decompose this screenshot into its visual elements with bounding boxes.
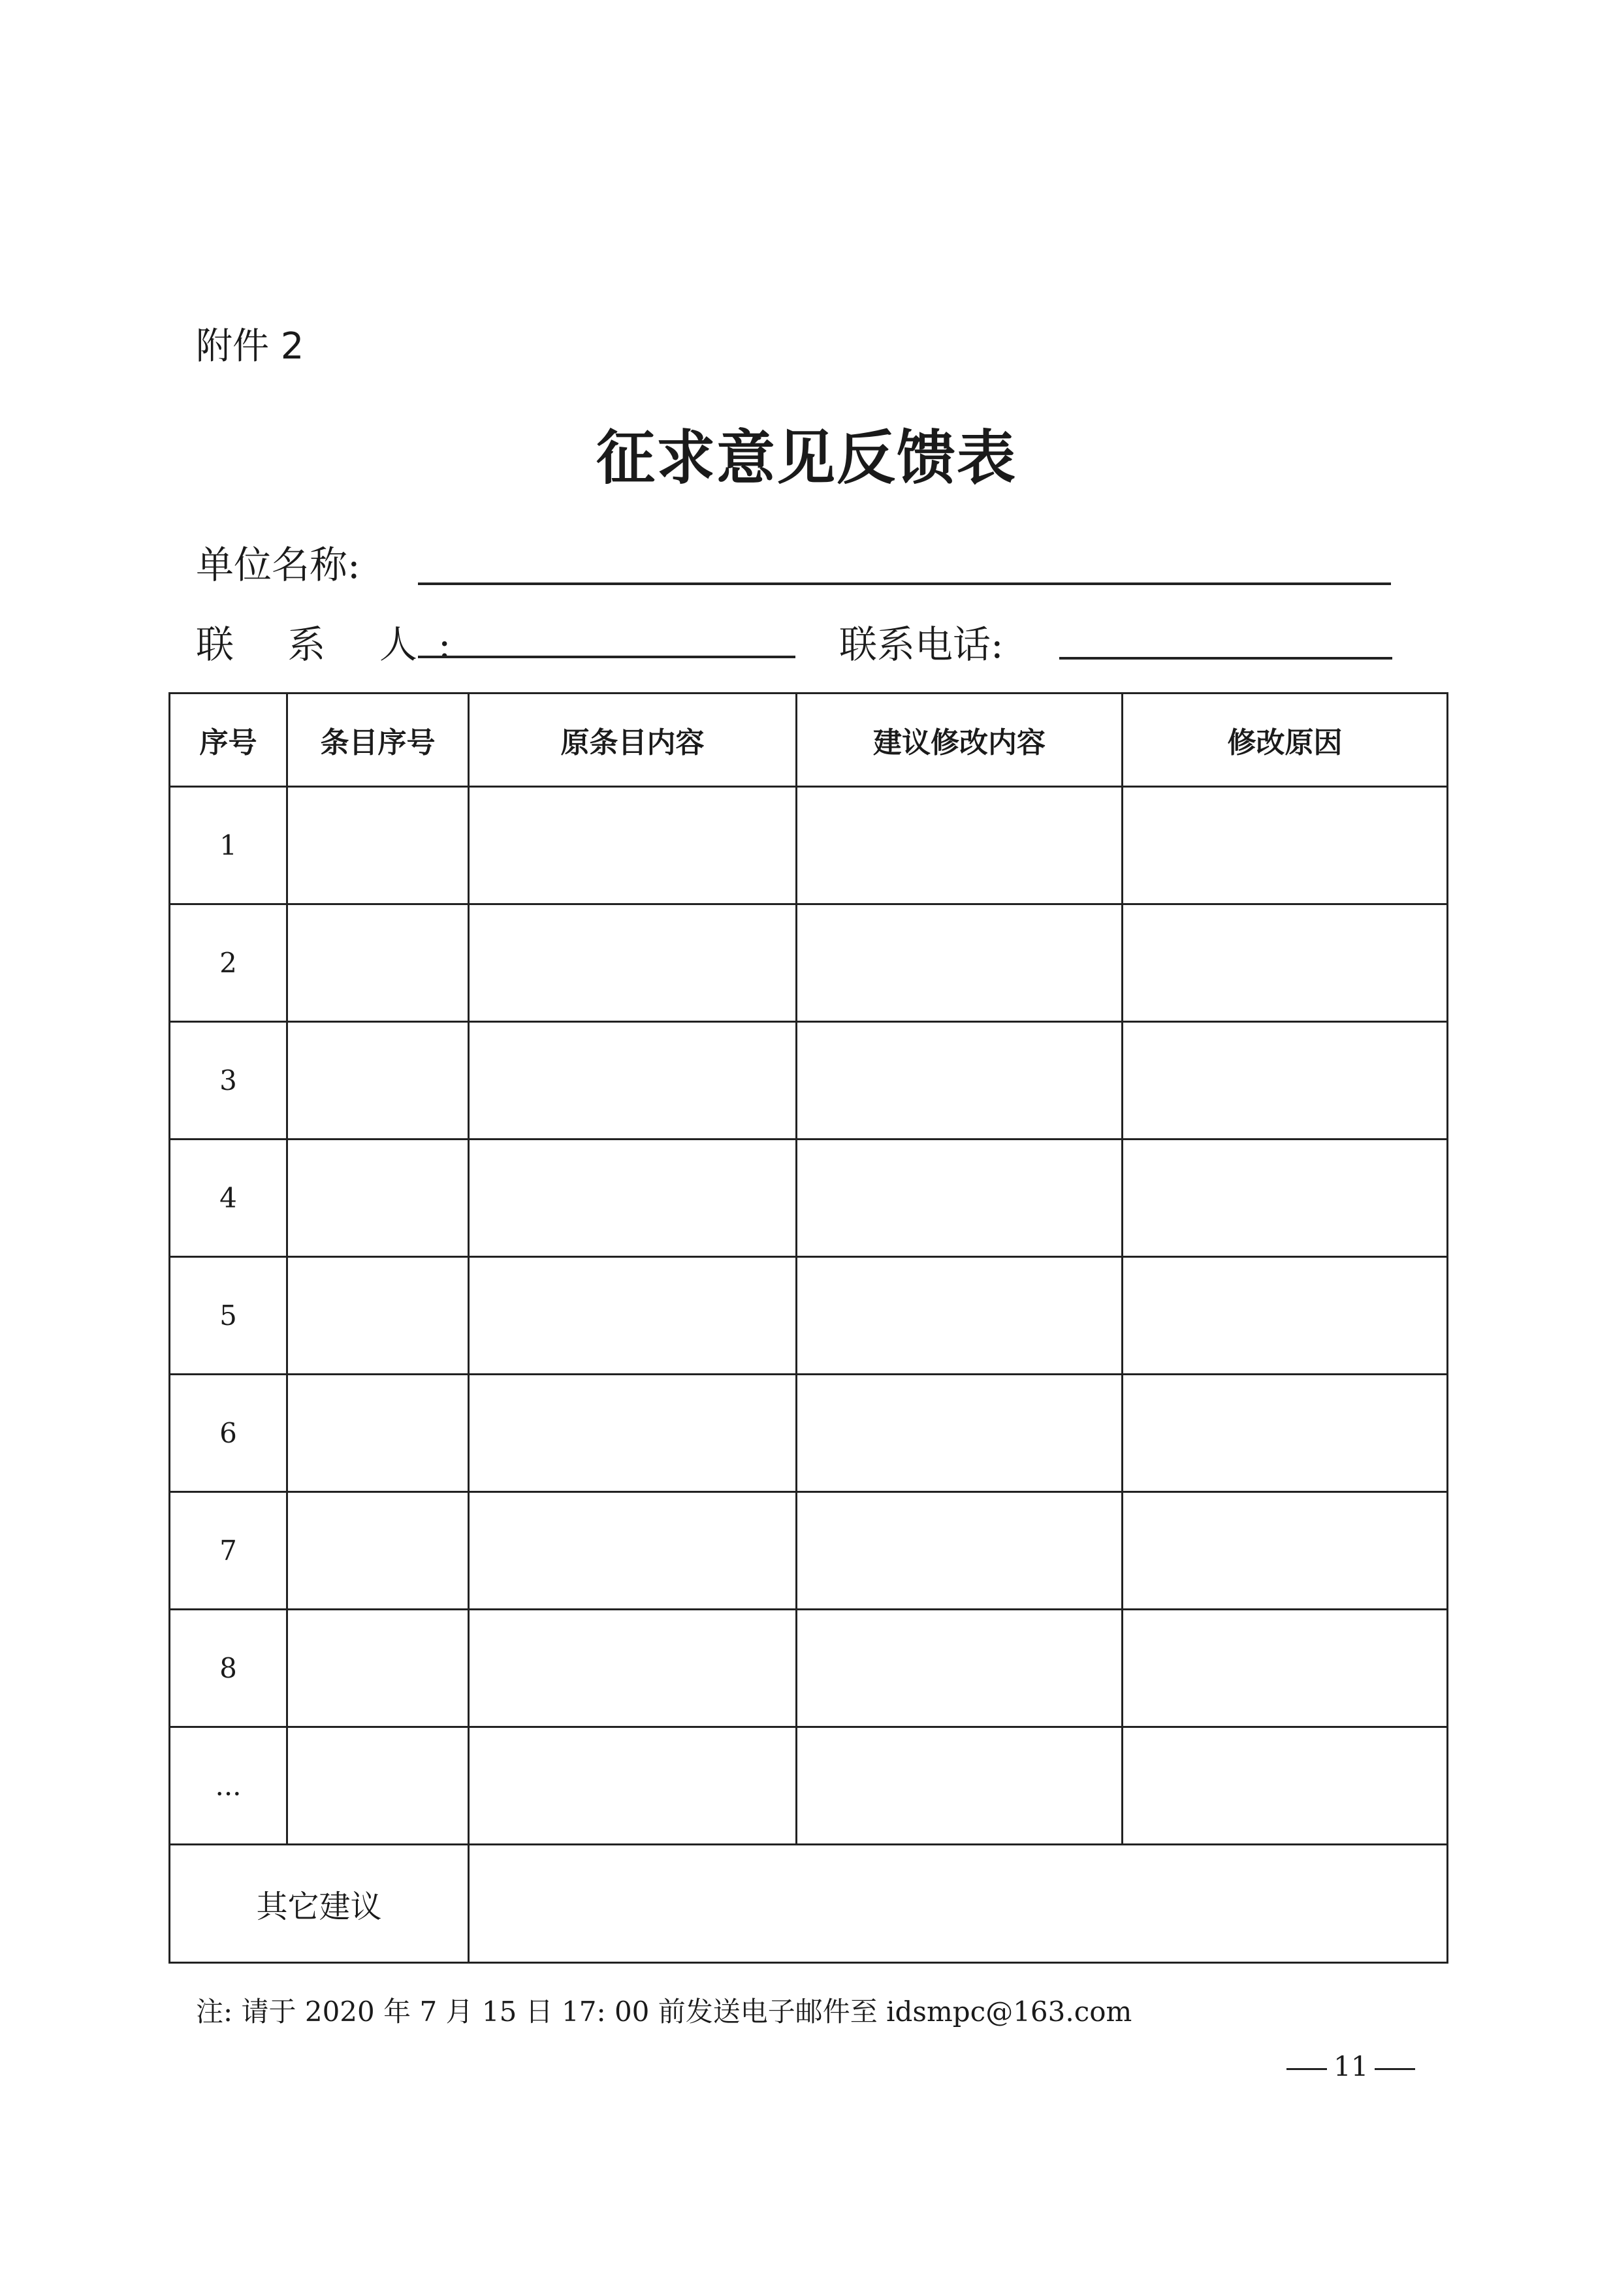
- submission-note: 注: 请于 2020 年 7 月 15 日 17: 00 前发送电子邮件至 idsmpc@163.com: [196, 1996, 1132, 2028]
- header-index: 序号: [170, 694, 287, 787]
- table-row: [170, 787, 1448, 904]
- reason-cell[interactable]: [1123, 1492, 1448, 1610]
- suggested-change-cell[interactable]: [797, 1727, 1123, 1845]
- row-number: 3: [170, 1022, 287, 1140]
- feedback-table: [168, 692, 1448, 1964]
- dash-left: [1286, 2068, 1327, 2070]
- item-number-cell[interactable]: [287, 787, 469, 904]
- suggested-change-cell[interactable]: [797, 1257, 1123, 1375]
- original-content-cell[interactable]: [469, 1727, 797, 1845]
- item-number-cell[interactable]: [287, 904, 469, 1022]
- table-row: [170, 1375, 1448, 1492]
- original-content-cell[interactable]: [469, 1022, 797, 1140]
- row-number: ...: [170, 1727, 287, 1845]
- original-content-cell[interactable]: [469, 1375, 797, 1492]
- original-content-cell[interactable]: [469, 1140, 797, 1257]
- contact-field[interactable]: [418, 656, 795, 658]
- row-number: 8: [170, 1610, 287, 1727]
- item-number-cell[interactable]: [287, 1257, 469, 1375]
- original-content-cell[interactable]: [469, 1257, 797, 1375]
- page-title: 征求意见反馈表: [596, 423, 1017, 492]
- reason-cell[interactable]: [1123, 1257, 1448, 1375]
- table-row: [170, 904, 1448, 1022]
- reason-cell[interactable]: [1123, 1140, 1448, 1257]
- page-number-value: 11: [1334, 2050, 1369, 2082]
- suggested-change-cell[interactable]: [797, 1492, 1123, 1610]
- reason-cell[interactable]: [1123, 1375, 1448, 1492]
- suggested-change-cell[interactable]: [797, 787, 1123, 904]
- header-reason: 修改原因: [1123, 694, 1448, 787]
- unit-name-label: 单位名称:: [196, 543, 360, 587]
- item-number-cell[interactable]: [287, 1610, 469, 1727]
- header-original-content: 原条目内容: [469, 694, 797, 787]
- other-suggestions-label: 其它建议: [170, 1845, 469, 1963]
- reason-cell[interactable]: [1123, 904, 1448, 1022]
- table-row: [170, 1022, 1448, 1140]
- row-number: 4: [170, 1140, 287, 1257]
- phone-field[interactable]: [1059, 657, 1392, 660]
- item-number-cell[interactable]: [287, 1022, 469, 1140]
- table-row: [170, 1492, 1448, 1610]
- suggested-change-cell[interactable]: [797, 1140, 1123, 1257]
- attachment-label: 附件 2: [196, 325, 304, 368]
- row-number: 6: [170, 1375, 287, 1492]
- reason-cell[interactable]: [1123, 1610, 1448, 1727]
- row-number: 1: [170, 787, 287, 904]
- original-content-cell[interactable]: [469, 904, 797, 1022]
- item-number-cell[interactable]: [287, 1375, 469, 1492]
- row-number: 2: [170, 904, 287, 1022]
- header-item-number: 条目序号: [287, 694, 469, 787]
- other-suggestions-row: [170, 1845, 1448, 1963]
- reason-cell[interactable]: [1123, 1022, 1448, 1140]
- table-row: [170, 1610, 1448, 1727]
- row-number: 7: [170, 1492, 287, 1610]
- contact-label: 联 系 人:: [196, 622, 472, 667]
- other-suggestions-cell[interactable]: [469, 1845, 1448, 1963]
- phone-label: 联系电话:: [839, 622, 1004, 667]
- original-content-cell[interactable]: [469, 787, 797, 904]
- unit-name-field[interactable]: [418, 582, 1391, 585]
- table-row: [170, 1257, 1448, 1375]
- table-row: [170, 1727, 1448, 1845]
- item-number-cell[interactable]: [287, 1140, 469, 1257]
- suggested-change-cell[interactable]: [797, 904, 1123, 1022]
- suggested-change-cell[interactable]: [797, 1022, 1123, 1140]
- page-number: [1280, 2050, 1422, 2082]
- item-number-cell[interactable]: [287, 1492, 469, 1610]
- reason-cell[interactable]: [1123, 787, 1448, 904]
- table-row: [170, 1140, 1448, 1257]
- original-content-cell[interactable]: [469, 1610, 797, 1727]
- item-number-cell[interactable]: [287, 1727, 469, 1845]
- original-content-cell[interactable]: [469, 1492, 797, 1610]
- header-suggested-change: 建议修改内容: [797, 694, 1123, 787]
- row-number: 5: [170, 1257, 287, 1375]
- suggested-change-cell[interactable]: [797, 1610, 1123, 1727]
- suggested-change-cell[interactable]: [797, 1375, 1123, 1492]
- table-header-row: [170, 694, 1448, 787]
- dash-right: [1375, 2068, 1415, 2070]
- reason-cell[interactable]: [1123, 1727, 1448, 1845]
